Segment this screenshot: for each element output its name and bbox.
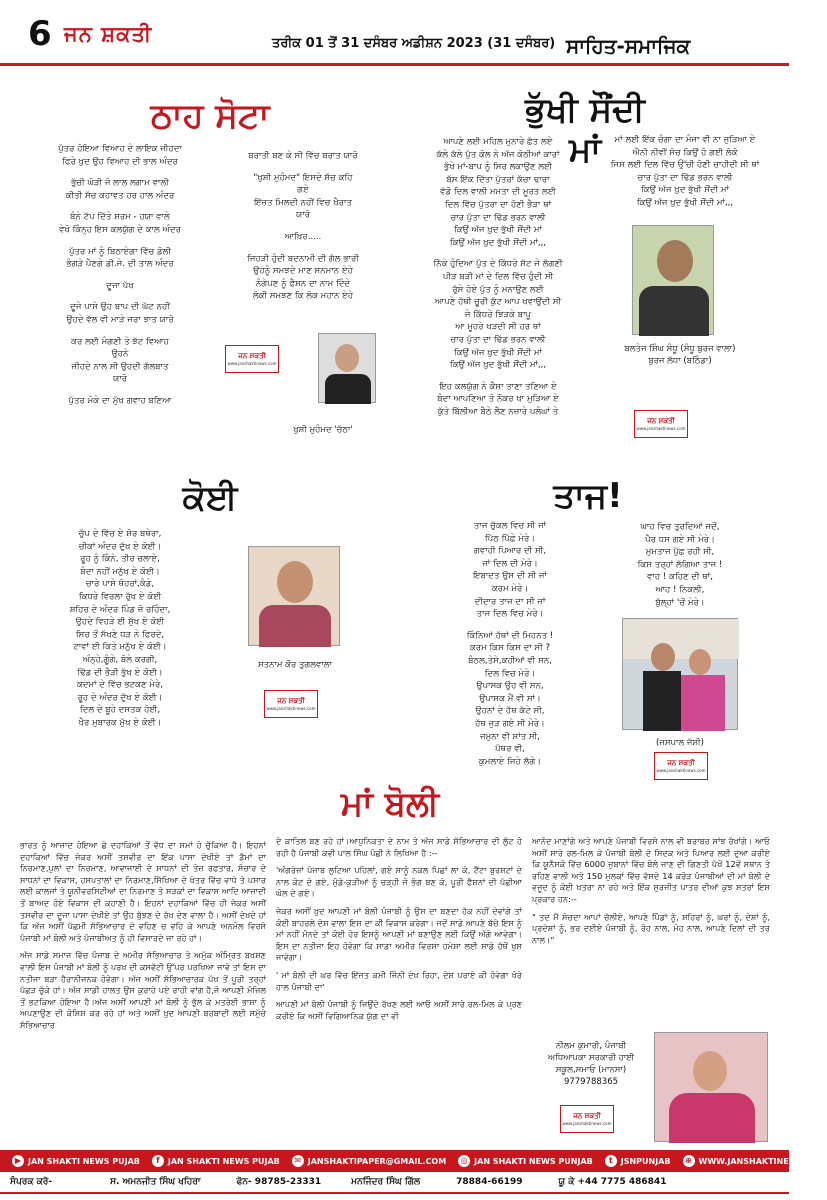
badge-title: ਜਨ ਸ਼ਕਤੀ (238, 352, 266, 360)
poem-line: ਜੇ ਕਿੱਧਰੇ ਝਿੜਕੇ ਬਾਪੂ (464, 309, 532, 320)
poem-taj-col2 (610, 521, 750, 609)
page-header (0, 0, 789, 66)
poem-line: ਵੇਖੋ ਕਿੰਨ੍ਹ ਇਸ ਕਲਯੁੱਗ ਦੇ ਕਾਲ ਅੰਦਰ (59, 224, 181, 235)
poem-line: ਦੀਦਾਰ ਤਾਜ ਦਾ ਸੀ ਜਾਂ (474, 596, 546, 607)
poem-line: ਆਹ ! ਨਿਕਲੀ, (655, 584, 705, 595)
poem-line: ਚਾਰ ਪੁੱਤਾ ਦਾ ਢਿੱਡ ਭਰਨ ਵਾਲੀ (450, 334, 546, 345)
author-line: 9779788365 (563, 1077, 619, 1087)
author-photo (632, 225, 714, 335)
article-title-maa-boli: ਮਾਂ ਬੋਲੀ (340, 784, 440, 824)
section-title: ਸਾਹਿਤ-ਸਮਾਜਿਕ (566, 34, 691, 58)
footer-link-youtube[interactable] (12, 1155, 140, 1167)
article-col2 (276, 836, 522, 1028)
badge-title: ਜਨ ਸ਼ਕਤੀ (277, 697, 305, 705)
poem-line: ਕਰਮ ਕਿਸ ਕਿਸ ਦਾ ਸੀ ? (469, 643, 551, 654)
badge-site: www.janshaktinews.com (562, 1121, 612, 1126)
poem-line: ਐਨੀ ਨੀਵੀਂ ਸੋਚ ਕਿਉਂ ਹੋ ਗਈ ਲੋਕੋ (632, 147, 738, 158)
poem-line: ਭੰਗੜੇ ਪੈਣਗੇ ਡੀ.ਜੇ. ਦੀ ਤਾਲ ਅੰਦਰ (66, 259, 174, 270)
stanza-gap (20, 237, 220, 246)
poem-line: ਪਿੱਠ ਪਿੱਛੇ ਮੇਰੇ। (484, 533, 536, 544)
poem-line: ਨੰਗੇਪਣ ਨੂੰ ਫੈਸ਼ਨ ਦਾ ਨਾਮ ਦਿੰਦੇ (255, 278, 351, 289)
poem-line: ਰੂਹ ਨੂੰ ਕਿੰਨੇ, ਤੀਰ ਚਲਾਏ, (80, 554, 160, 565)
author-photo (622, 618, 738, 730)
footer-link-label: JANSHAKTIPAPER@GMAIL.COM (307, 1156, 447, 1166)
poem-line: ਬਰਾਤੀ ਬਣ ਕੇ ਸੀ ਵਿੱਚ ਬਰਾਤ ਯਾਰੋ (248, 151, 358, 161)
poem-bhukhi-author: ਬਲਤੇਜ ਸਿੰਘ ਸੰਧੂ (ਸੰਧੂ ਬੁਰਜ ਵਾਲਾ) (624, 344, 736, 354)
poem-line: ਕਿਉਂ ਅੱਜ ਖ਼ੁਦ ਭੁੱਖੀ ਸੌਂਦੀ ਮਾਂ,,, (449, 360, 547, 371)
author-photo (248, 546, 340, 646)
footer-link-label: JAN SHAKTI NEWS PUJAB (28, 1156, 140, 1166)
author-line: ਸਕੂਲ,ਸਮਾਓ (ਮਾਨਸਾ) (555, 1065, 627, 1075)
poem-line: ਦਿਲ ਵਿੱਚ ਪੁੱਤਰਾ ਦਾ ਹੋਣੀ ਭੈੜਾ ਥਾਂ (444, 199, 552, 210)
stanza-gap (430, 621, 590, 630)
poem-line: ਕੁੱਤੇ ਬਿੱਲੀਆ ਬੈਠੇ ਲੈਣ ਨਜ਼ਾਰੇ ਪਲੰਘਾਂ ਤੇ (437, 406, 559, 417)
article-paragraph: ਆਨੰਦ ਮਾਣਾਂਗੇ ਅਤੇ ਆਪਣੇ ਪੰਜਾਬੀ ਵਿਰਸੇ ਨਾਲ ਵੀ ਬਰਾਬਰ ਸਾਂਝ ਰੱਖਾਂਗੇ। ਆਓ ਅਸੀਂ ਸਾਰੇ ਰਲ-ਮਿਲ ਕੇ ਪੰਜਾਬੀ ਬੋਲੀ ਦੇ ਸਿਦਕ ਅਤੇ ਪਿਆਰ ਲਈ ਦੁਆ ਕਰੀਏ ਕਿ ਯੂਨੈਸਕੋ ਵਿੱਚ 6000 ਜੁਬਾਨਾਂ ਵਿੱਚ ਬੋਲੇ ਜਾਣ ਦੀ ਗਿਣਤੀ ਪੱਖੋਂ 12ਵੇਂ ਸਥਾਨ ਤੇ ਰਹਿਣ ਵਾਲੀ ਅਤੇ 150 ਮੁਲਕਾਂ ਵਿੱਚ ਵੱਸਦੇ 14 ਕਰੋੜ ਪੰਜਾਬੀਆਂ ਦੀ ਮਾਂ ਬੋਲੀ ਦੇ ਵਜੂਦ ਨੂੰ ਕੋਈ ਖ਼ਤਰਾ ਨਾ ਰਹੇ ਅਤੇ ਇੱਕ ਸੁਰਜੀਤ ਪਾਤਰ ਦੀਆਂ ਕੁਝ ਸਤਰਾਂ ਇਸ ਪ੍ਰਕਾਰ ਹਨ:-- (532, 836, 770, 904)
footer-link-website[interactable] (683, 1155, 827, 1167)
badge-site: www.janshaktinews.com (227, 361, 277, 366)
mail-icon: ✉ (292, 1155, 304, 1167)
poem-line: ਇਹ ਕਲਯੁੱਗ ਨੇ ਕੈਸਾ ਤਾਣਾ ਤਣਿਆ ਏ (439, 381, 557, 392)
poem-line: ਉਹਦੇ ਵੱਲ ਵੀ ਮਾੜੇ ਜਰਾ ਝਾਤ ਯਾਰੋ (66, 314, 174, 325)
poem-line: ਜੀਹਦੇ ਨਾਲ ਸੀ ਉਹਦੀ ਗੱਲਬਾਤ (71, 361, 169, 372)
poem-line: ਰੂਹ ਦੇ ਅੰਦਰ ਦੁੱਖ ਏ ਕੋਈ। (77, 692, 163, 703)
youtube-icon: ▶ (12, 1155, 24, 1167)
poem-title-bhukhi-saundi-maa: ਭੁੱਖੀ ਸੌਂਦੀ ਮਾਂ (525, 90, 645, 170)
poem-line: ਕੀਤੀ ਸੱਚ ਕਹਾਵਤ ਹਰ ਹਾਲ ਅੰਦਰ (65, 190, 175, 201)
poem-line: ਵਾਹ ! ਕਹਿਣ ਦੀ ਥਾਂ, (647, 572, 713, 583)
poem-line: ਕਿਧਰੇ ਵਿਰਲਾ ਰੁੱਖ ਏ ਕੋਈ (78, 591, 162, 602)
poem-line: ਕੱਲੇ ਕੱਲੇ ਪੁੱਤ ਕੋਲ ਨੇ ਅੱਜ ਕੋਠੀਆਂ ਕਾਰਾਂ (436, 149, 560, 160)
poem-line: ਗਵਾਹੀ ਪਿਆਰ ਦੀ ਸੀ, (473, 546, 547, 557)
article-paragraph: ' ਮਾਂ ਬੋਲੀ ਦੀ ਘਰ ਵਿੱਚ ਇੱਜ਼ਤ ਕਮੀ ਜਿੰਨੀ ਦੇਖ ਰਿਹਾ, ਦੇਸ਼ ਪਰਾਏ ਕੀ ਹੋਵੇਗਾ ਖੋਰੇ ਹਾਲ ਪੰਜਾਬੀ ਦਾ' (276, 969, 522, 992)
poem-line: ਤਾਜ ਚੁੱਕਲ ਵਿਚ ਸੀ ਜਾਂ (473, 521, 547, 531)
poem-line: ਪੁੱਤਰ ਮੋਕੇ ਦਾ ਮੁੱਖ ਗਵਾਹ ਬਣਿਆ (68, 395, 172, 406)
article-paragraph: 'ਅੰਗਰੇਜ਼ਾਂ ਪੰਜਾਬ ਲੁਟਿਆ ਪਹਿਲਾਂ, ਗਏ ਸਾਨੂੰ ਨਕਲ ਪਿਛਾਂ ਲਾ ਕੇ, ਟੈਂਟਾ ਬੁਰਸ਼ਟਾਂ ਦੇ ਨਾਲ ਕੋਟ ਦੇ ਗਏ, ਮੁੰਡੇ-ਕੁੜੀਆਂ ਨੂੰ ਚੜ੍ਹੀ ਜੋ ਭੰਗ ਬਣ ਕੇ, ਪੂਰੀ ਫੈਸ਼ਨਾਂ ਦੀ ਪੱਛੀਆ ਘੋਲ ਦੇ ਗਏ। (276, 865, 522, 899)
contact-uk-phone: ਯੂ ਕੇ +44 7775 486841 (558, 1177, 667, 1187)
article-paragraph: " ਤਦ ਮੈਂ ਸੋਚਦਾ ਆਪਾਂ ਚੱਲੀਏ, ਆਪਣੇ ਪਿੰਡਾਂ ਨੂੰ, ਸ਼ਹਿਰਾਂ ਨੂੰ, ਘਰਾਂ ਨੂੰ, ਦੇਸ਼ਾਂ ਨੂੰ, ਪ੍ਰਦੇਸ਼ਾਂ ਨੂੰ, ਭਰ ਦਈਏ ਪੰਜਾਬੀ ਨੂੰ, ਰੋਹ ਨਾਲ, ਮੋਹ ਨਾਲ, ਆਪਣੇ ਦਿਲਾਂ ਦੀ ਤਰ ਨਾਲ।" (532, 911, 770, 945)
poem-line: ਇੱਜ਼ਤ ਮਿਲਦੀ ਨਹੀਂ ਵਿਚ ਖ਼ੈਰਾਤ (254, 197, 352, 208)
poem-line: ਦਿਲ ਵਿਚ ਮੇਰੇ। (484, 668, 536, 679)
poem-bhukhi-col1 (398, 136, 598, 418)
poem-line: ਦੂਜਾ ਪੱਖ (106, 280, 134, 291)
poem-line: ਇਬਾਦਤ ਉਸ ਦੀ ਸੀ ਜਾਂ (473, 571, 547, 582)
globe-icon: ⊕ (683, 1155, 695, 1167)
contact-phone-1: ਫੋਨ- 98785-23331 (236, 1177, 322, 1187)
newspaper-badge (560, 1105, 614, 1133)
poem-line: ਫਿਰੇ ਖ਼ੁਦ ਉਹ ਵਿਆਹ ਦੀ ਭਾਲ ਅੰਦਰ (62, 156, 178, 167)
twitter-icon: t (605, 1155, 617, 1167)
poem-line: ਕਿਉਂ ਅੱਜ ਖ਼ੁਦ ਭੁੱਖੀ ਸੌਂਦੀ ਮਾਂ,,, (636, 197, 734, 208)
poem-line: ਪੀੜ ਬੜੀ ਮਾਂ ਦੇ ਦਿਲ ਵਿੱਚ ਹੁੰਦੀ ਸੀ (442, 271, 554, 282)
poem-title-taj: ਤਾਜ! (553, 476, 623, 516)
poem-koi-text (20, 528, 220, 730)
stanza-gap (20, 202, 220, 211)
poem-line: ਉਹਨੇ (111, 349, 129, 360)
poem-line: ਸ਼ਹਿਰ ਦੇ ਅੰਦਰ ਪਿੰਡ ਜੋ ਰਹਿੰਦਾ, (69, 604, 171, 615)
poem-line: ਸਿਰ ਤੋਂ ਸੱਖਣੇ ਧੜ ਨੇ ਫਿਰਦੇ, (75, 629, 165, 640)
author-line: ਨੀਲਮ ਕੁਮਾਰੀ, ਪੰਜਾਬੀ (555, 1041, 627, 1051)
poem-line: ਦੂਜੇ ਪਾਸੇ ਉਹ ਬਾਪ ਦੀ ਘੱਟ ਨਹੀਂ (70, 302, 170, 313)
poem-line: ਉਹਦੇ ਵਿਹੜੇ ਈ ਸੁੱਖ ਏ ਕੋਈ (75, 617, 165, 628)
article-paragraph: ਦੇ ਕਾਤਿਲ ਬਣ ਰਹੇ ਹਾਂ।ਆਧੁਨਿਕਤਾ ਦੇ ਨਾਮ ਤੇ ਅੱਜ ਸਾਡੇ ਸੱਭਿਆਚਾਰ ਦੀ ਲੁੱਟ ਹੋ ਰਹੀ ਹੈ ਪੰਜਾਬੀ ਕਵੀ ਪਾਲ ਸਿੰਘ ਪੰਛੀ ਨੇ ਲਿਖਿਆ ਹੈ :-- (276, 836, 522, 858)
poem-line: ਯਾਰੋ (295, 210, 311, 221)
poem-line: ਬੱਸ ਇੱਕ ਦਿੱਤਾ ਪੁੱਤਰਾਂ ਕੱਚਾ ਢਾਰਾ (446, 174, 550, 185)
article-col1 (20, 840, 266, 1038)
poem-line: ਬੰਦਾ ਨਹੀਂ ਮਨੁੱਖ ਏ ਕੋਈ। (80, 566, 160, 577)
article-col3 (532, 836, 770, 952)
poem-bhukhi-author-place: ਬੁਰਜ ਲੱਧਾ (ਬਠਿੰਡਾ) (648, 356, 712, 366)
poem-line: ਉਪਾਸਕ ਉਹ ਵੀ ਸਨ, (476, 681, 544, 692)
footer-link-label: WWW.JANSHAKTINEWS.COM (698, 1156, 827, 1166)
poem-line: ਦਿਲ ਦੇ ਬੂਹੇ ਦਸਤਕ ਹੋਈ, (79, 705, 161, 716)
poem-line: ਲੋਕੀ ਸਮਝਣ ਕਿ ਲੋਕ ਮਹਾਨ ਏਹੇ (252, 291, 354, 302)
contact-name-1: ਸ. ਅਮਨਜੀਤ ਸਿੰਘ ਖਹਿਰਾ (110, 1177, 201, 1187)
footer-contact-bar (0, 1172, 789, 1194)
article-paragraph: ਭਾਰਤ ਨੂੰ ਆਜ਼ਾਦ ਹੋਇਆ ਛੇ ਦਹਾਕਿਆਂ ਤੋਂ ਵੱਧ ਦਾ ਸਮਾਂ ਹੋ ਚੁੱਕਿਆ ਹੈ। ਇਹਨਾਂ ਦਹਾਕਿਆਂ ਵਿੱਚ ਜੇਕਰ ਅਸੀਂ ਤਸਵੀਰ ਦਾ ਇੱਕ ਪਾਸਾ ਦੇਖੀਏ ਤਾਂ ਡੈਮਾਂ ਦਾ ਨਿਰਮਾਣ,ਪੁਲਾਂ ਦਾ ਨਿਰਮਾਣ, ਆਵਾਜਾਈ ਦੇ ਸਾਧਨਾਂ ਦੀ ਤੇਜ਼ ਰਫਤਾਰ, ਸੰਚਾਰ ਦੇ ਸਾਧਨਾਂ ਦਾ ਵਿਕਾਸ, ਹਸਪਤਾਲਾਂ ਦਾ ਨਿਰਮਾਣ,ਸਿੱਖਿਆ ਦੇ ਖੇਤਰ ਵਿੱਚ ਵਾਧੇ ਤੇ ਪਸਾਰ ਲਈ ਕਾਲਜਾਂ ਤੇ ਯੂਨੀਵਰਸਿਟੀਆਂ ਦਾ ਨਿਰਮਾਣ ਤੇ ਸੜਕਾਂ ਦਾ ਵਿਕਾਸ ਆਦਿ ਆਜ਼ਾਦੀ ਤੋਂ ਬਾਅਦ ਹੋਏ ਵਿਕਾਸ ਦੀ ਕਹਾਣੀ ਹੈ। ਇਹਨਾਂ ਦਹਾਕਿਆਂ ਵਿੱਚ ਹੀ ਜੇਕਰ ਅਸੀਂ ਤਸਵੀਰ ਦਾ ਦੂਜਾ ਪਾਸਾ ਦੇਖੀਏ ਤਾਂ ਉਹ ਬੁੱਝਣ ਦੇ ਰੱਖ ਦੇਣ ਵਾਲਾ ਹੈ। ਅਸੀਂ ਦੇਖਦੇ ਹਾਂ ਕਿ ਅੱਜ ਅਸੀਂ ਪੱਛਮੀ ਸੱਭਿਆਚਾਰ ਦੇ ਵਹਿਣ ਚ ਵਹਿ ਕੇ ਆਪਣੇ ਅਨਮੋਲ ਵਿਰਸੇ ਪੰਜਾਬੀ ਮਾਂ ਬੋਲੀ ਅਤੇ ਪੰਜਾਬੀਅਤ ਨੂੰ ਹੀ ਵਿਸਾਰਦੇ ਜਾ ਰਹੇ ਹਾਂ। (20, 840, 266, 943)
poem-line: ਚੀਕਾਂ ਅੰਦਰ ਦੁੱਖ ਏ ਕੋਈ। (78, 541, 162, 552)
contact-name-2: ਮਨਜਿੰਦਰ ਸਿੰਘ ਗਿੱਲ (351, 1177, 421, 1187)
poem-line: ਕਿਉਂ ਅੱਜ ਖ਼ੁਦ ਭੁੱਖੀ ਸੌਂਦੀ ਮਾਂ (453, 225, 543, 236)
stanza-gap (398, 372, 598, 381)
poem-line: ਕਰਮ ਮੇਰੇ। (491, 583, 529, 594)
poem-line: ਕਿਉਂ ਅੱਜ ਖ਼ੁਦ ਭੁੱਖੀ ਸੌਂਦੀ ਮਾਂ (453, 347, 543, 358)
poem-line: ਪੁੱਤਰ ਹੋਇਆ ਵਿਆਹ ਦੇ ਲਾਇਕ ਜੀਹਦਾ (58, 144, 182, 154)
poem-taj-author: (ਜਸਪਾਲ ਜੱਸੀ) (656, 738, 704, 748)
poem-line: ਪੁੱਤਰ ਮਾਂ ਨੂੰ ਬਿਠਾਏਗਾ ਵਿੱਚ ਡੋਲੀ (68, 246, 171, 257)
poem-line: ਬੁੱਲ੍ਹਾਂ 'ਚੋਂ ਮੇਰੇ। (655, 597, 705, 608)
poem-line: ਯਾਰੋ (112, 374, 128, 385)
poem-line: ਚੁੱਪ ਦੇ ਵਿੱਚ ਏ ਸ਼ੋਰ ਬਥੇਰਾ, (78, 529, 162, 539)
badge-title: ਜਨ ਸ਼ਕਤੀ (573, 1112, 601, 1120)
badge-site: www.janshaktinews.com (656, 768, 706, 773)
poem-line: ਨਿੱਕੇ ਹੁੰਦਿਆ ਪੁੱਤ ਦੇ ਕਿੱਧਰੇ ਸੱਟ ਜੇ ਲੱਗਣੀ (433, 259, 563, 270)
poem-line: ਗਏ (297, 185, 309, 196)
badge-title: ਜਨ ਸ਼ਕਤੀ (667, 759, 695, 767)
newspaper-badge (654, 752, 708, 780)
footer-link-facebook[interactable] (152, 1155, 280, 1167)
instagram-icon: ◎ (458, 1155, 470, 1167)
poem-line: ਜਮੁਨਾ ਵੀ ਸ਼ਾਂਤ ਸੀ, (480, 731, 540, 742)
poem-line: ਜਿਸ ਲਈ ਦਿਲ ਵਿੱਚ ਉੱਚੀ ਹੋਣੀ ਚਾਹੀਦੀ ਸੀ ਥਾਂ (610, 160, 760, 171)
author-line: ਅਧਿਆਪਕਾ ਸਰਕਾਰੀ ਹਾਈ (547, 1053, 635, 1063)
poem-line: ਉਹਨਾਂ ਦੇ ਹੱਥ ਕੱਟੇ ਸੀ, (475, 706, 545, 717)
poem-line: ਰੁੱਸੇ ਹੋਏ ਪੁੱਤ ਨੂੰ ਮਨਾਉਣ ਲਈ (452, 284, 544, 295)
stanza-gap (228, 222, 378, 231)
dateline: ਤਰੀਕ 01 ਤੋਂ 31 ਦਸੰਬਰ ਅਡੀਸ਼ਨ 2023 (31 ਦਸੰਬਰ) (272, 36, 556, 51)
stanza-gap (20, 168, 220, 177)
poem-line: ਪੈਰ ਧਸ ਗਏ ਸੀ ਮੇਰੇ। (645, 534, 715, 545)
poem-title-thah-sota: ਠਾਹ ਸੋਟਾ (150, 96, 270, 136)
poem-title-koi: ਕੋਈ (182, 478, 238, 518)
poem-line: ਜਾਂ ਦਿਲ ਦੀ ਮੇਰੇ। (482, 558, 538, 569)
poem-thah-sota-author: ਖੁਸ਼ੀ ਮੁਹੰਮਦ 'ਚੱਠਾ' (293, 425, 353, 435)
stanza-gap (20, 271, 220, 280)
poem-line: ਬੰਠਲ,ਤੇਸੇ,ਕਹੀਆਂ ਵੀ ਸਨ, (468, 655, 552, 666)
poem-line: ਚਾਰ ਪੁੱਤਾ ਦਾ ਢਿੱਡ ਭਰਨ ਵਾਲੀ (450, 212, 546, 223)
poem-line: ਆਪਣੇ ਹੱਥੀ ਚੂਰੀ ਕੁੱਟ ਆਪ ਖਵਾਉਂਦੀ ਸੀ (434, 297, 562, 308)
poem-line: ਆ ਮੂਹਰੇ ਖੜਦੀ ਸੀ ਹਰ ਥਾਂ (455, 322, 541, 333)
newspaper-badge (264, 690, 318, 718)
newspaper-badge (634, 410, 688, 438)
poem-line: ਕਿਉਂ ਅੱਜ ਖ਼ੁਦ ਭੁੱਖੀ ਸੌਂਦੀ ਮਾਂ (640, 185, 730, 196)
poem-line: ਕਿਸ ਤਰ੍ਹਾਂ ਲੱਗਿਆ ਤਾਜ ! (637, 559, 723, 570)
footer-link-instagram[interactable] (458, 1155, 593, 1167)
footer-link-twitter[interactable] (605, 1155, 671, 1167)
stanza-gap (20, 292, 220, 301)
footer-social-bar (0, 1150, 827, 1172)
badge-site: www.janshaktinews.com (636, 426, 686, 431)
stanza-gap (398, 249, 598, 258)
page-footer (0, 1150, 827, 1200)
poem-line: ਹੱਥ ਜੁੜ ਗਏ ਸੀ ਮੇਰੇ। (475, 718, 545, 729)
poem-line: ਚਾਰ ਪੁੱਤਾ ਦਾ ਢਿੱਡ ਭਰਨ ਵਾਲੀ (637, 172, 733, 183)
poem-line: ਕਦਮਾਂ ਦੇ ਵਿੱਚ ਭਟਕਣ ਮੇਰੇ, (76, 680, 164, 691)
poem-line: ਕਰ ਲਈ ਮੰਗਣੀ ਤੇ ਝੱਟ ਵਿਆਹ (71, 336, 169, 347)
author-photo (654, 1032, 768, 1142)
stanza-gap (20, 327, 220, 336)
poem-line: ਭੁੱਖੇ ਮਾਂ-ਬਾਪ ਨੂੰ ਸਿਰ ਲਕਾਉਣ ਲਈ (443, 162, 553, 173)
article-paragraph: ਆਪਣੀ ਮਾਂ ਬੋਲੀ ਪੰਜਾਬੀ ਨੂੰ ਜਿਉਂਦੇ ਰੱਖਣ ਲਈ ਆਓ ਅਸੀਂ ਸਾਰੇ ਰਲ-ਮਿਲ ਕੇ ਪ੍ਰਣ ਕਰੀਏ ਕਿ ਅਸੀਂ ਵਿਗਿਆਨਿਕ ਯੁੱਗ ਦਾ ਵੀ (276, 999, 522, 1021)
article-author (532, 1040, 650, 1088)
poem-line: ਪੱਥਰ ਵੀ, (495, 744, 525, 755)
poem-line: ਘਾਹ ਵਿਚ ਤੁਰਦਿਆਂ ਜਦੋਂ, (640, 522, 720, 532)
poem-thah-sota-col1 (20, 143, 220, 408)
poem-line: ਭੁੱਚੀ ਘੋੜੀ ਜੋ ਲਾਲ ਲਗਾਮ ਵਾਲੀ (71, 178, 169, 189)
article-paragraph: ਅੱਜ ਸਾਡੇ ਸਮਾਜ ਵਿੱਚ ਪੰਜਾਬ ਦੇ ਅਮੀਰ ਸੱਭਿਆਚਾਰ ਤੇ ਅਮੁੱਕ ਅੰਮ੍ਰਿਤ ਬਖਸ਼ਣ ਵਾਲੀ ਇਸ ਪੰਜਾਬੀ ਮਾਂ ਬੋਲੀ ਨੂੰ ਪਰਖ ਦੀ ਕਸਵੱਟੀ ਉੱਪਰ ਪਰਖਿਆ ਜਾਵੇ ਤਾਂ ਇਸ ਦਾ ਨਤੀਜਾ ਬੜਾ ਹੈਰਾਨੀਜਨਕ ਹੋਵੇਗਾ। ਅੱਜ ਅਸੀਂ ਸੱਭਿਆਚਾਰਕ ਪੱਖ ਤੋਂ ਪੂਰੀ ਤਰ੍ਹਾਂ ਪੱਛੜ ਚੁੱਕੇ ਹਾਂ। ਅੱਜ ਸਾਡੀ ਹਾਲਤ ਉਸ ਕੁਰਾਹੇ ਪਏ ਰਾਹੀ ਵਾਂਗ ਹੈ,ਜੋ ਆਪਣੀ ਮੰਜ਼ਿਲ ਤੋਂ ਭਟਕਿਆ ਹੋਇਆ ਹੈ।ਅੱਜ ਅਸੀਂ ਆਪਣੀ ਮਾਂ ਬੋਲੀ ਨੂੰ ਭੁੱਲ ਕੇ ਮਤਰੇਈ ਭਾਸ਼ਾ ਨੂੰ ਅਪਣਾਉਣ ਦੀ ਕੋਸ਼ਿਸ਼ ਕਰ ਰਹੇ ਹਾਂ ਅਤੇ ਅਸੀਂ ਖ਼ੁਦ ਆਪਣੀ ਬਰਬਾਦੀ ਲਈ ਸਮੁੱਚੇ ਸੱਭਿਆਚਾਰ (20, 950, 266, 1030)
article-paragraph: ਜੇਕਰ ਅਸੀਂ ਖ਼ੁਦ ਆਪਣੀ ਮਾਂ ਬੋਲੀ ਪੰਜਾਬੀ ਨੂੰ ਉਸ ਦਾ ਬਣਦਾ ਹੱਕ ਨਹੀਂ ਦੇਵਾਂਗੇ ਤਾਂ ਕੋਈ ਬਾਹਰਲੇ ਦੇਸ਼ ਵਾਲਾ ਇਸ ਦਾ ਕੀ ਵਿਕਾਸ ਕਰੇਗਾ। ਜਦੋਂ ਸਾਡੇ ਆਪਣੇ ਬੱਚੇ ਇਸ ਨੂੰ ਮਾਂ ਨਹੀਂ ਮੰਨਦੇ ਤਾਂ ਕੋਈ ਹੋਰ ਇਸਨੂੰ ਆਪਣੀ ਮਾਂ ਬਣਾਉਣ ਲਈ ਕਿਉਂ ਅੱਗੇ ਆਵੇਗਾ। ਇਸ ਦਾ ਨਤੀਜਾ ਇਹ ਹੋਵੇਗਾ ਕਿ ਸਾਡਾ ਅਮੀਰ ਵਿਰਸਾ ਹਮੇਸ਼ਾ ਲਈ ਸਾਡੇ ਹੱਥੋਂ ਖੁਸ ਜਾਵੇਗਾ। (276, 905, 522, 963)
badge-site: www.janshaktinews.com (266, 706, 316, 711)
poem-line: ਜਿਹੜੀ ਹੁੰਦੀ ਬਦਨਾਮੀ ਦੀ ਗੱਲ ਭਾਰੀ (247, 253, 359, 264)
author-photo (318, 333, 376, 403)
poem-line: ਕਿਉਂ ਅੱਜ ਖ਼ੁਦ ਭੁੱਖੀ ਸੌਂਦੀ ਮਾਂ,,, (449, 237, 547, 248)
facebook-icon: f (152, 1155, 164, 1167)
poem-thah-sota-col2 (228, 150, 378, 303)
poem-line: ਚਾਰੇ ਪਾਸੇ ਥੋਹਰਾਂ,ਕੰਡੇ, (85, 579, 155, 590)
poem-line: "ਖੁਸ਼ੀ ਮੁਹੰਮਦ" ਇਸਦੇ ਸੱਚ ਕਹਿ (253, 172, 353, 183)
footer-link-label: JAN SHAKTI NEWS PUJAB (167, 1156, 280, 1166)
poem-line: ਆਪਣੇ ਲਈ ਮਹਿਲ ਮੁਨਾਰੇ ਛੱਤ ਲਏ (443, 137, 553, 147)
footer-link-email[interactable] (292, 1155, 446, 1167)
poem-bhukhi-col2 (595, 134, 775, 210)
contact-phone-2: 78884-66199 (456, 1177, 523, 1187)
masthead-logo: ਜਨ ਸ਼ਕਤੀ (64, 22, 153, 46)
poem-line: ਮਾਂ ਲਈ ਇੱਕ ਚੰਗਾ ਦਾ ਮੰਜਾ ਵੀ ਨਾ ਜੁੜਿਆ ਏ (614, 135, 756, 145)
poem-line: ਕਿੰਨਿਆਂ ਹੱਥਾਂ ਦੀ ਮਿਹਨਤ ! (466, 630, 554, 641)
poem-taj-col1 (430, 520, 590, 768)
poem-line: ਟਾਵਾਂ ਈ ਕਿਤੇ ਮਨੁੱਖ ਏ ਕੋਈ। (73, 642, 167, 653)
poem-line: ਕੁਮਲਾਏ ਜਿਹੇ ਲੱਗੇ। (478, 756, 542, 767)
newspaper-badge (225, 345, 279, 373)
poem-line: ਅੰਨ੍ਹੇ,ਗੂੰਗੇ, ਬੋਲੇ ਕਰਗੀ, (82, 654, 158, 665)
footer-link-label: JSNPUNJAB (620, 1156, 671, 1166)
stanza-gap (228, 244, 378, 253)
poem-line: ਵੱਡੋ ਦਿਲ ਵਾਲੀ ਮਮਤਾ ਦੀ ਮੂਰਤ ਲਈ (440, 187, 556, 198)
poem-line: ਬੰਦਾ ਆਪਣਿਆ ਤੋ ਨੌਕਰ ਖਾ ਮੁੜਿਆ ਏ (437, 394, 559, 405)
poem-line: ਤਾਜ ਦਿਲ ਵਿਚ ਮੇਰੇ। (476, 609, 544, 620)
poem-line: ਮੁਮਤਾਜ ਪੁੱਛ ਰਹੀ ਸੀ, (645, 547, 715, 558)
poem-line: ਬੰਨੇ ਟੱਪ ਦਿੱਤੇ ਸ਼ਰਮ - ਹਯਾ ਵਾਲੇ (70, 212, 170, 223)
poem-line: ਆਖ਼ਿਰ..... (284, 231, 322, 242)
page-number: 6 (28, 14, 52, 54)
poem-koi-author: ਸਤਨਾਮ ਕੌਰ ਤੁਗਲਵਾਲਾ (258, 660, 332, 670)
poem-line: ਖ਼ੈਰ ਮੁਬਾਰਕ ਮੁੱਖ ਏ ਕੋਈ। (78, 717, 162, 728)
poem-line: ਉਹਨੂੰ ਸਮਝਦੇ ਮਾਣ ਸਨਮਾਨ ਏਹੇ (253, 266, 353, 277)
stanza-gap (20, 386, 220, 395)
poem-line: ਢਿੱਡ ਦੀ ਭੈੜੀ ਭੁੱਖ ਏ ਕੋਈ। (77, 667, 163, 678)
contact-label: ਸੰਪਰਕ ਕਰੋ- (10, 1177, 53, 1187)
stanza-gap (228, 163, 378, 172)
badge-title: ਜਨ ਸ਼ਕਤੀ (647, 417, 675, 425)
poem-line: ਉਪਾਸਕ ਮੈਂ ਵੀ ਸਾਂ। (479, 693, 541, 704)
footer-link-label: JAN SHAKTI NEWS PUNJAB (474, 1156, 593, 1166)
